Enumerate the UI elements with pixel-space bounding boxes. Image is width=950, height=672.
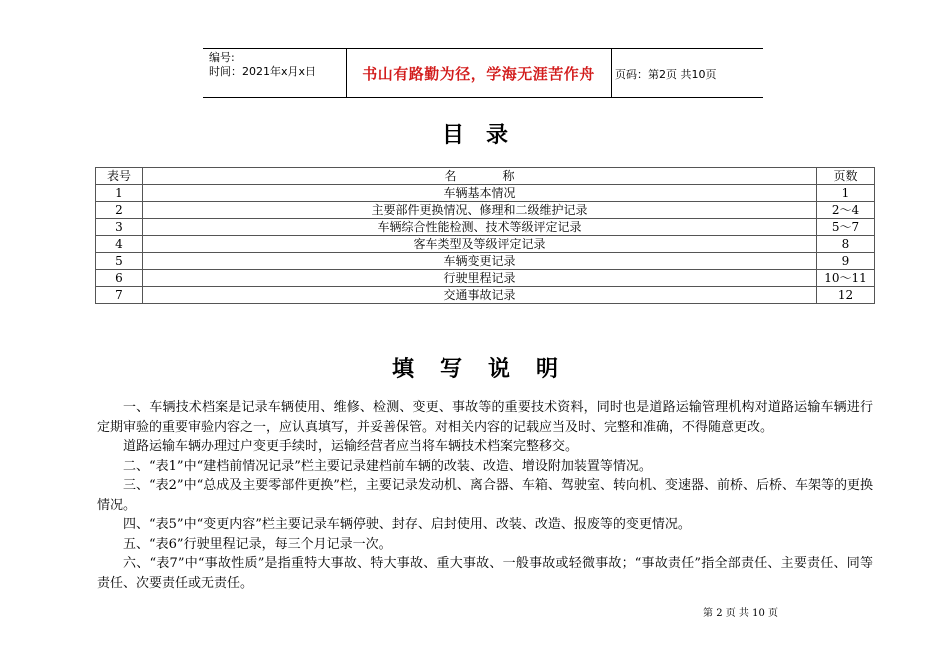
table-row	[96, 253, 875, 270]
toc-row-no: 3	[96, 219, 143, 236]
table-row	[96, 270, 875, 287]
toc-row-no: 2	[96, 202, 143, 219]
toc-row-name: 行驶里程记录	[143, 270, 817, 287]
toc-header-name-text: 名称	[444, 169, 561, 183]
toc-row-name: 主要部件更换情况、修理和二级维护记录	[143, 202, 817, 219]
toc-row-no: 1	[96, 185, 143, 202]
table-row	[96, 236, 875, 253]
document-date: 时间：2021年x月x日	[209, 65, 317, 78]
toc-row-name: 车辆基本情况	[143, 185, 817, 202]
page-header	[203, 48, 763, 98]
toc-row-name: 车辆变更记录	[143, 253, 817, 270]
toc-row-pages: 1	[817, 185, 875, 202]
header-divider	[611, 49, 612, 97]
instruction-paragraph: 六、“表7”中“事故性质”是指重特大事故、特大事故、重大事故、一般事故或轻微事故；“事故责任”指全部责任、主要责任、同等责任、次要责任或无责任。	[97, 556, 873, 591]
instruction-paragraph: 三、“表2”中“总成及主要零部件更换”栏，主要记录发动机、离合器、车箱、驾驶室、转向机、变速器、前桥、后桥、车架等的更换情况。	[97, 478, 873, 513]
instruction-paragraph: 一、车辆技术档案是记录车辆使用、维修、检测、变更、事故等的重要技术资料，同时也是道路运输管理机构对道路运输车辆进行定期审验的重要审验内容之一，应认真填写，并妥善保管。对相关内容的记载应当及时、完整和准确，不得随意更改。	[97, 400, 873, 435]
toc-title: 目录	[441, 122, 530, 148]
document-number-label: 编号:	[209, 51, 235, 64]
toc-row-no: 4	[96, 236, 143, 253]
toc-header-name	[143, 168, 817, 185]
page-footer: 第 2 页 共 10 页	[703, 608, 778, 619]
toc-row-pages: 5～7	[817, 219, 875, 236]
instruction-paragraph: 二、“表1”中“建档前情况记录”栏主要记录建档前车辆的改装、改造、增设附加装置等情况。	[123, 458, 652, 474]
toc-table	[95, 167, 875, 304]
toc-row-no: 6	[96, 270, 143, 287]
instruction-paragraph: 五、“表6”行驶里程记录，每三个月记录一次。	[123, 536, 392, 552]
instruction-paragraph: 四、“表5”中“变更内容”栏主要记录车辆停驶、封存、启封使用、改装、改造、报废等的变更情况。	[123, 517, 691, 532]
table-row	[96, 185, 875, 202]
table-row	[96, 219, 875, 236]
instructions-body	[97, 398, 873, 593]
toc-row-no: 5	[96, 253, 143, 270]
toc-header-pages: 页数	[817, 168, 875, 185]
header-motto: 书山有路勤为径，学海无涯苦作舟	[362, 64, 595, 83]
table-row	[96, 202, 875, 219]
instructions-title: 填写说明	[391, 356, 584, 382]
table-row	[96, 287, 875, 304]
instruction-paragraph: 道路运输车辆办理过户变更手续时，运输经营者应当将车辆技术档案完整移交。	[123, 439, 579, 454]
toc-header-no: 表号	[96, 168, 143, 185]
toc-row-no: 7	[96, 287, 143, 304]
toc-row-name: 客车类型及等级评定记录	[143, 236, 817, 253]
toc-row-pages: 10～11	[817, 270, 875, 287]
header-meta	[209, 51, 316, 79]
toc-row-name: 车辆综合性能检测、技术等级评定记录	[143, 219, 817, 236]
toc-row-pages: 2～4	[817, 202, 875, 219]
header-page-info: 页码：第2页 共10页	[615, 68, 717, 81]
toc-row-pages: 12	[817, 287, 875, 304]
toc-header-row	[96, 168, 875, 185]
toc-row-pages: 8	[817, 236, 875, 253]
toc-row-pages: 9	[817, 253, 875, 270]
toc-row-name: 交通事故记录	[143, 287, 817, 304]
